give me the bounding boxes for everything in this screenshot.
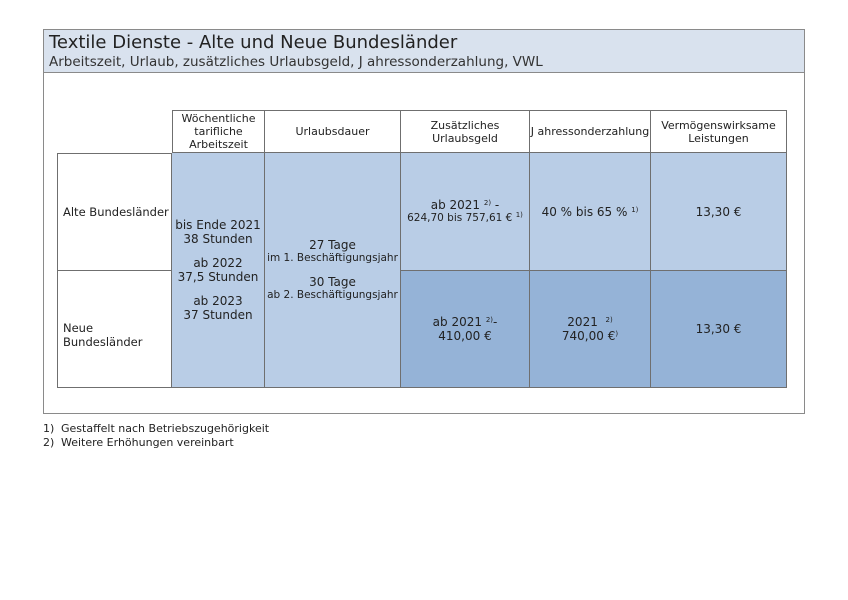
footnote-ref: 2) [485, 316, 493, 324]
row-label-line: Bundesländer [63, 335, 143, 349]
arbeitszeit-line: 37 Stunden [183, 308, 253, 322]
arbeitszeit-line: bis Ende 2021 [175, 218, 261, 232]
urlaub-line: 27 Tage [309, 238, 356, 252]
footnote-item: 1) Gestaffelt nach Betriebszugehörigkeit [43, 422, 270, 435]
footnote-ref: 2) [483, 199, 492, 207]
cell-urlaubsdauer [265, 153, 401, 388]
cell-neue-vwl: 13,30 € [651, 271, 787, 388]
column-header-jahressonderzahlung [530, 110, 651, 153]
urlaubsgeld-line: 410,00 € [438, 329, 492, 343]
cell-neue-urlaubsgeld [401, 271, 530, 388]
column-header-vwl [651, 110, 787, 153]
column-header-label: Urlaubsdauer [295, 125, 370, 138]
column-header-arbeitszeit [172, 110, 265, 153]
column-header-line: Vermögenswirksame [661, 118, 776, 132]
cell-alte-jahressonderzahlung: 40 % bis 65 % $^{1)}$ [530, 153, 651, 271]
arbeitszeit-line: 37,5 Stunden [177, 270, 259, 284]
footnote-ref: 1) [515, 211, 523, 219]
cell-arbeitszeit [172, 153, 265, 388]
urlaub-line: im 1. Beschäftigungsjahr [267, 252, 398, 264]
column-header-urlaubsdauer [265, 110, 401, 153]
page-subtitle: Arbeitszeit, Urlaub, zusätzliches Urlaubsgeld, J ahressonderzahlung, VWL [49, 54, 543, 70]
urlaubsgeld-line: 624,70 bis 757,61 € $^{1)}$ [407, 211, 523, 224]
arbeitszeit-line: ab 2022 [193, 256, 243, 270]
footnote-ref: 1) [631, 205, 639, 214]
column-header-line: Zusätzliches [430, 118, 500, 132]
column-header-line: Urlaubsgeld [432, 131, 498, 145]
footnote-ref: ) [615, 330, 619, 338]
row-label-alte-bundeslaender: Alte Bundesländer [57, 153, 172, 271]
cell-alte-urlaubsgeld [401, 153, 530, 271]
row-label-neue-bundeslaender [57, 271, 172, 388]
column-header-line: Arbeitszeit [189, 138, 248, 151]
urlaub-line: 30 Tage [309, 275, 356, 289]
cell-neue-jahressonderzahlung [530, 271, 651, 388]
urlaubsgeld-line: ab 2021 $^{2)}$- [432, 315, 498, 329]
urlaub-line: ab 2. Beschäftigungsjahr [267, 289, 398, 301]
title-bar [44, 30, 804, 73]
row-label-line: Neue [63, 321, 94, 335]
arbeitszeit-line: 38 Stunden [183, 232, 253, 246]
column-header-urlaubsgeld [401, 110, 530, 153]
arbeitszeit-line: ab 2023 [193, 294, 243, 308]
footnote-item: 2) Weitere Erhöhungen vereinbart [43, 436, 234, 449]
column-header-label: J ahressonderzahlung [530, 125, 650, 138]
urlaubsgeld-line: ab 2021 $^{2)}$ - [430, 198, 500, 212]
column-header-line: tarifliche [194, 125, 243, 138]
page-title: Textile Dienste - Alte und Neue Bundesländer [49, 32, 458, 53]
cell-alte-vwl: 13,30 € [651, 153, 787, 271]
column-header-line: Leistungen [688, 131, 749, 145]
column-header-line: Wöchentliche [181, 112, 256, 125]
footnotes [43, 422, 269, 450]
jahres-line: 2021 $^{2)}$ [567, 315, 613, 329]
jahres-line: 740,00 €) [561, 329, 619, 343]
footnote-ref: 2) [605, 316, 613, 324]
